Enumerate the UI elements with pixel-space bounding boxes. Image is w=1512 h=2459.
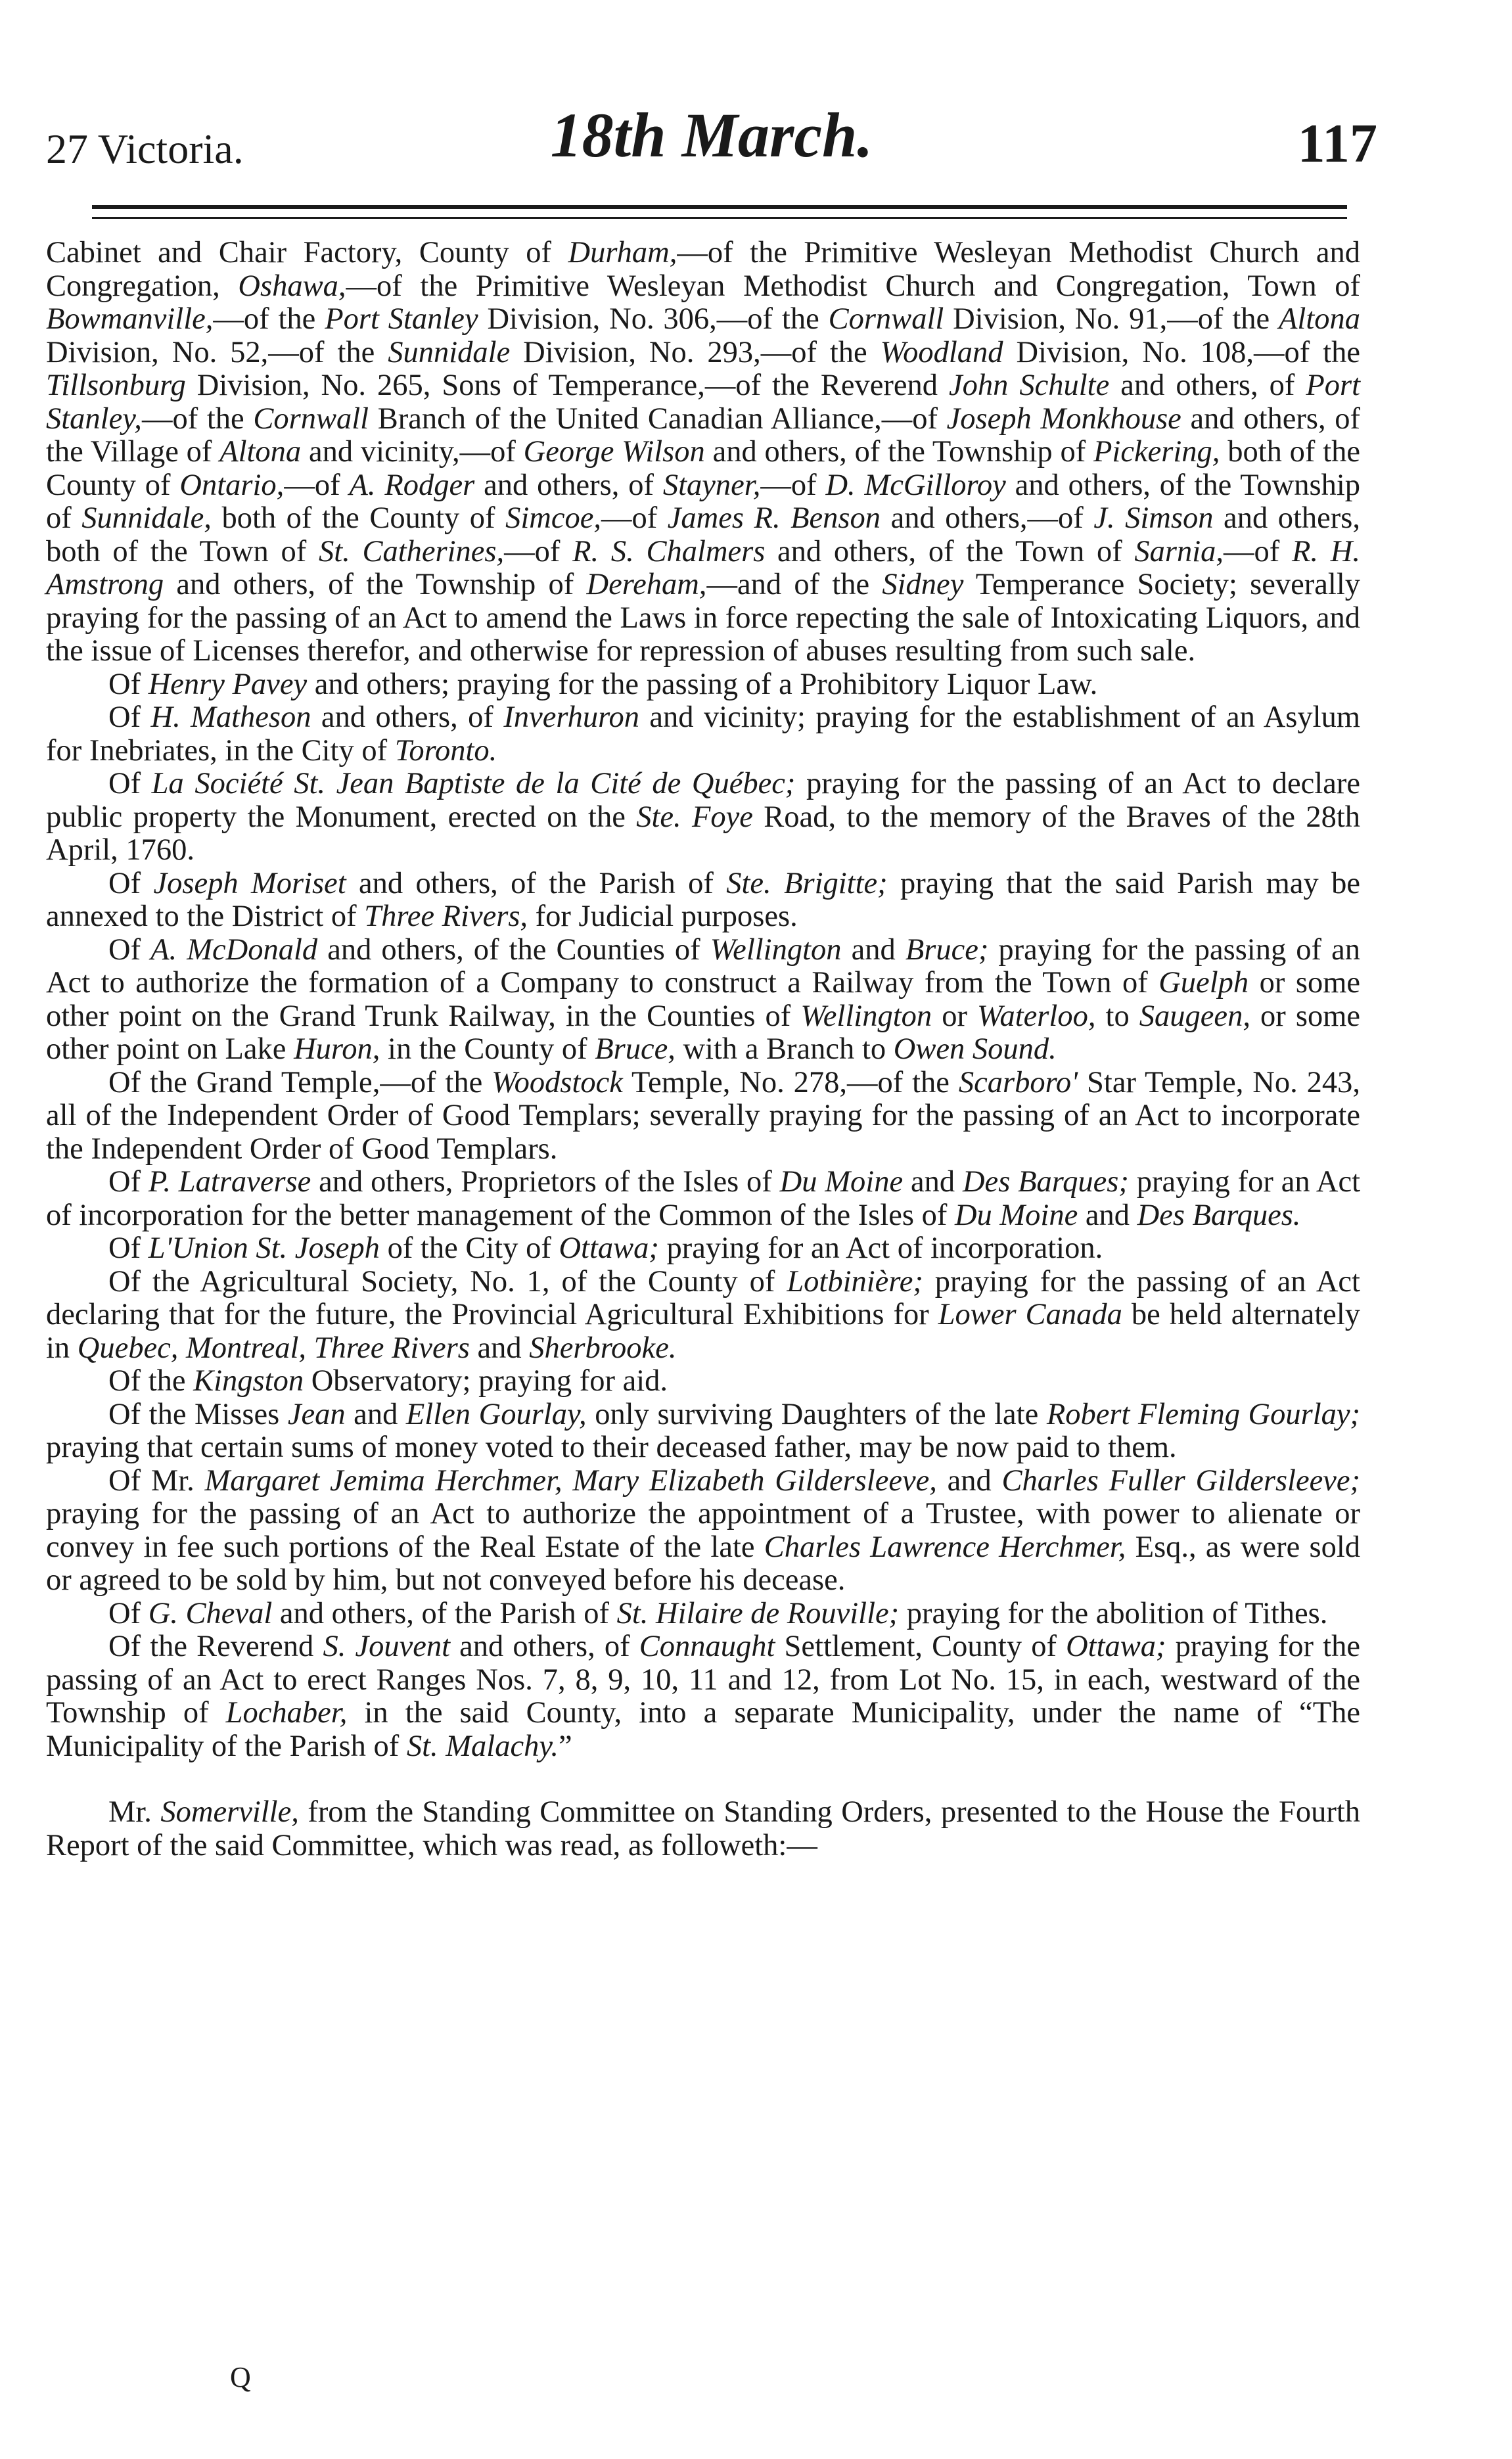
petition-paragraph: Of P. Latraverse and others, Proprietors of the Isles of Du Moine and Des Barques; praying for an Act of incorporation for the better management of the Common of the Isles of Du Moine and Des Barques. [46, 1165, 1361, 1232]
petition-paragraph: Of the Reverend S. Jouvent and others, of Connaught Settlement, County of Ottawa; praying for the passing of an Act to erect Ranges Nos. 7, 8, 9, 10, 11 and 12, from Lot No. 15, in each, westward of the Township of Lochaber, in the said County, into a separate Municipality, under the name of “The Municipality of the Parish of St. Malachy.” [46, 1630, 1360, 1763]
regnal-year: 27 Victoria. [46, 126, 244, 172]
petition-paragraph: Of Henry Pavey and others; praying for the passing of a Prohibitory Liquor Law. [108, 667, 1098, 701]
committee-report-paragraph: Mr. Somerville, from the Standing Committee on Standing Orders, presented to the House the Fourth Report of the said Committee, which was read, as followeth:— [46, 1795, 1360, 1862]
petition-paragraph: Of the Agricultural Society, No. 1, of the County of Lotbinière; praying for the passing of an Act declaring that for the future, the Provincial Agricultural Exhibitions for Lower Canada be held alternately in Quebec, Montreal, Three Rivers and Sherbrooke. [46, 1264, 1360, 1365]
petition-paragraph: Of La Société St. Jean Baptiste de la Cité de Québec; praying for the passing of an Act to declare public property the Monument, erected on the Ste. Foye Road, to the memory of the Braves of the 28th April, 1760. [46, 767, 1360, 867]
page-number: 117 [1297, 113, 1377, 174]
petition-paragraph: Of H. Matheson and others, of Inverhuron and vicinity; praying for the establishment of an Asylum for Inebriates, in the City of Toronto. [46, 701, 1360, 768]
petition-paragraph: Of the Grand Temple,—of the Woodstock Temple, No. 278,—of the Scarboro' Star Temple, No. 243, all of the Independent Order of Good Templars; severally praying for the passing of an Act to incorporate the Independent Order of Good Templars. [46, 1065, 1361, 1166]
journal-body [46, 237, 1360, 1862]
marginal-mark: Q [230, 2361, 251, 2393]
petition-paragraph: Of A. McDonald and others, of the Counties of Wellington and Bruce; praying for the passing of an Act to authorize the formation of a Company to construct a Railway from the Town of Guelph or some other point on the Grand Trunk Railway, in the Counties of Wellington or Waterloo, to Saugeen, or some other point on Lake Huron, in the County of Bruce, with a Branch to Owen Sound. [46, 932, 1361, 1066]
petition-paragraph: Of L'Union St. Joseph of the City of Ottawa; praying for an Act of incorporation. [108, 1231, 1103, 1265]
petition-paragraph: Of the Misses Jean and Ellen Gourlay, only surviving Daughters of the late Robert Fleming Gourlay; praying that certain sums of money voted to their deceased father, may be now paid to them. [46, 1397, 1360, 1464]
header-rule-thick [92, 205, 1347, 209]
petition-paragraph: Of the Kingston Observatory; praying for aid. [108, 1364, 668, 1398]
petition-paragraph: Of G. Cheval and others, of the Parish of St. Hilaire de Rouville; praying for the abolition of Tithes. [108, 1596, 1328, 1630]
page-date: 18th March. [550, 100, 873, 170]
petition-paragraph: Cabinet and Chair Factory, County of Durham,—of the Primitive Wesleyan Methodist Church and Congregation, Oshawa,—of the Primitive Wesleyan Methodist Church and Congregation, Town of Bowmanville,—of the Port Stanley Division, No. 306,—of the Cornwall Division, No. 91,—of the Altona Division, No. 52,—of the Sunnidale Division, No. 293,—of the Woodland Division, No. 108,—of the Tillsonburg Division, No. 265, Sons of Temperance,—of the Reverend John Schulte and others, of Port Stanley,—of the Cornwall Branch of the United Canadian Alliance,—of Joseph Monkhouse and others, of the Village of Altona and vicinity,—of George Wilson and others, of the Township of Pickering, both of the County of Ontario,—of A. Rodger and others, of Stayner,—of D. McGilloroy and others, of the Township of Sunnidale, both of the County of Simcoe,—of James R. Benson and others,—of J. Simson and others, both of the Town of St. Catherines,—of R. S. Chalmers and others, of the Town of Sarnia,—of R. H. Amstrong and others, of the Township of Dereham,—and of the Sidney Temperance Society; severally praying for the passing of an Act to amend the Laws in force repecting the sale of Intoxicating Liquors, and the issue of Licenses therefor, and otherwise for repression of abuses resulting from such sale. [46, 236, 1361, 668]
petition-paragraph: Of Joseph Moriset and others, of the Parish of Ste. Brigitte; praying that the said Parish may be annexed to the District of Three Rivers, for Judicial purposes. [46, 866, 1360, 933]
header-rule-thin [92, 217, 1347, 219]
page-header [46, 99, 1377, 191]
petition-paragraph: Of Mr. Margaret Jemima Herchmer, Mary Elizabeth Gildersleeve, and Charles Fuller Gildersleeve; praying for the passing of an Act to authorize the appointment of a Trustee, with power to alienate or convey in fee such portions of the Real Estate of the late Charles Lawrence Herchmer, Esq., as were sold or agreed to be sold by him, but not conveyed before his decease. [46, 1463, 1360, 1597]
